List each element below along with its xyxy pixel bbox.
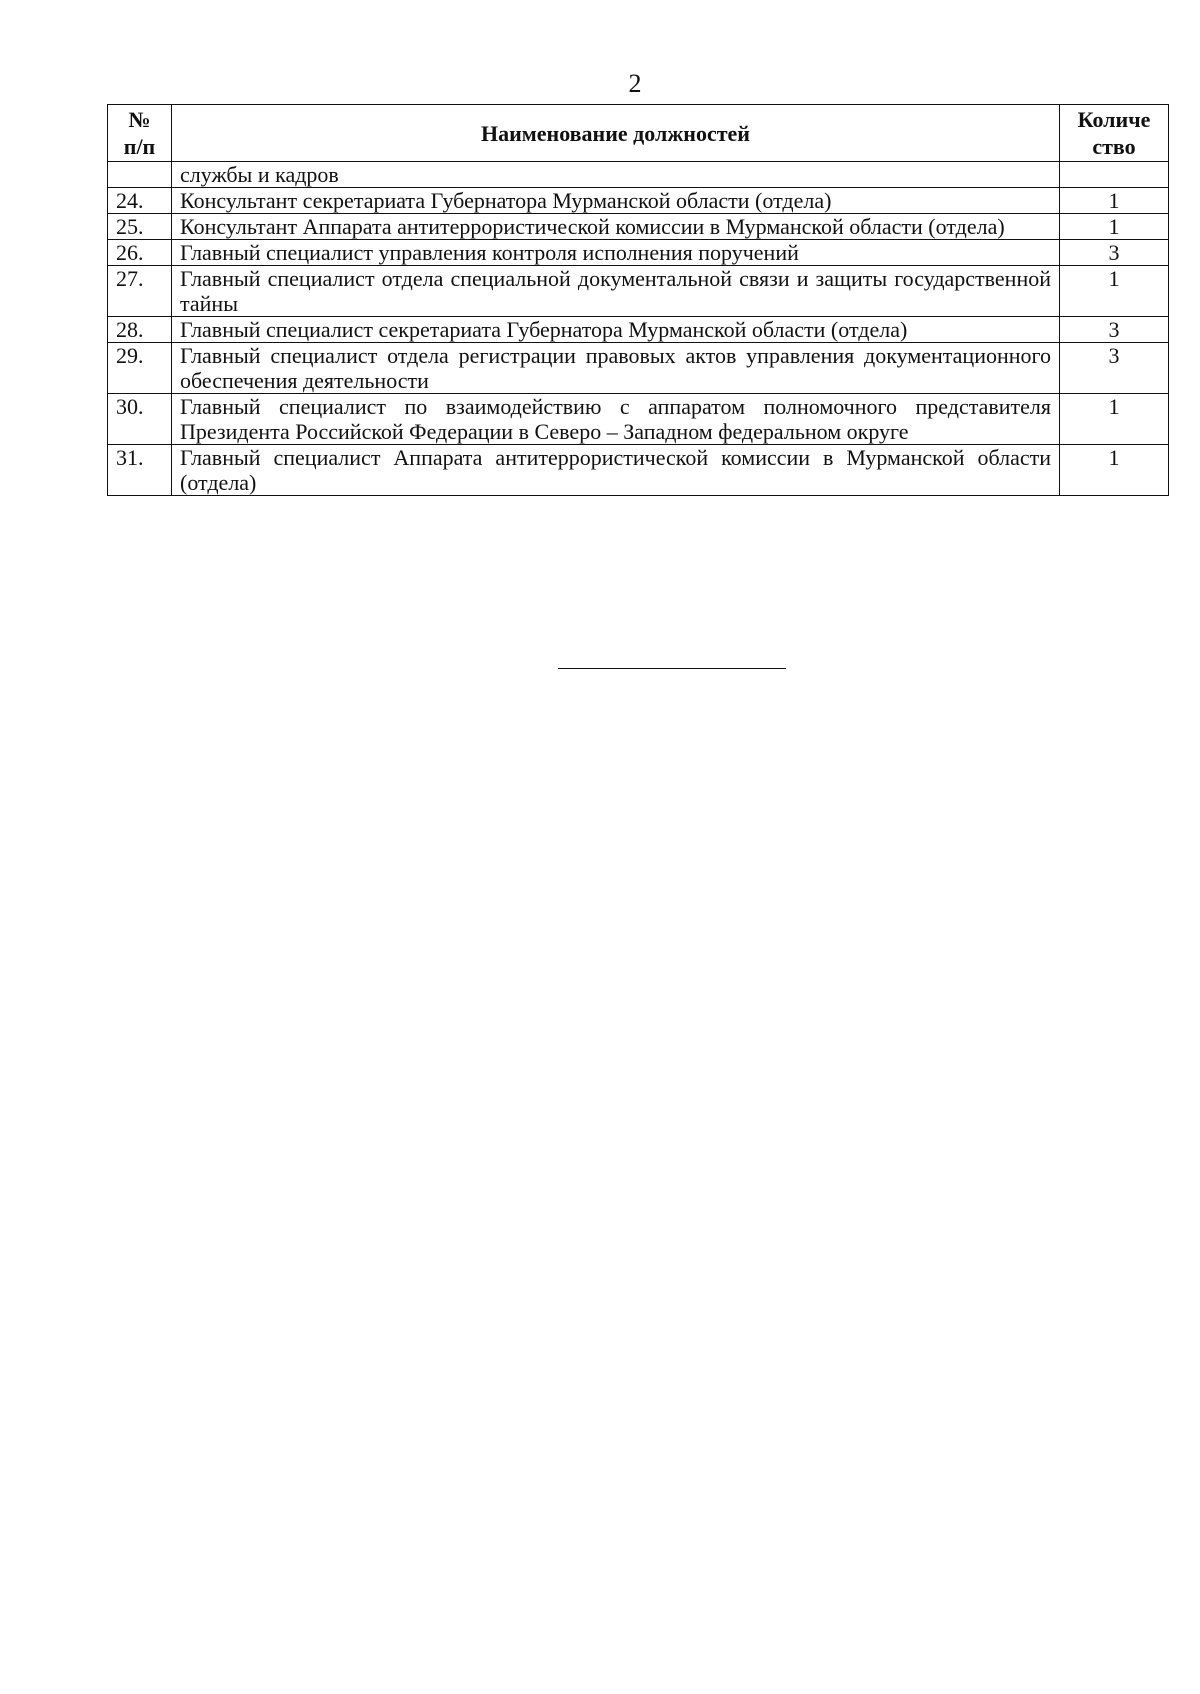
table-row — [108, 343, 1169, 394]
table-row — [108, 266, 1169, 317]
row-position-name: Главный специалист управления контроля исполнения поручений — [172, 240, 1060, 266]
table-row — [108, 317, 1169, 343]
table-row — [108, 162, 1169, 188]
row-position-name: Главный специалист отдела регистрации правовых актов управления документационного обеспечения деятельности — [172, 343, 1060, 394]
row-quantity: 1 — [1060, 445, 1169, 496]
row-position-name: Главный специалист по взаимодействию с аппаратом полномочного представителя Президента Российской Федерации в Северо – Западном федеральном округе — [172, 394, 1060, 445]
header-name: Наименование должностей — [172, 105, 1060, 162]
table-row — [108, 240, 1169, 266]
table-row — [108, 214, 1169, 240]
page-number: 2 — [628, 69, 642, 98]
row-position-name: Главный специалист секретариата Губернатора Мурманской области (отдела) — [172, 317, 1060, 343]
header-number: № п/п — [108, 105, 172, 162]
row-number: 27. — [108, 266, 172, 317]
positions-table — [107, 104, 1169, 496]
table-row — [108, 394, 1169, 445]
row-quantity: 1 — [1060, 214, 1169, 240]
row-number: 30. — [108, 394, 172, 445]
row-number: 28. — [108, 317, 172, 343]
row-quantity: 3 — [1060, 317, 1169, 343]
table-row — [108, 188, 1169, 214]
row-number: 29. — [108, 343, 172, 394]
row-quantity: 3 — [1060, 240, 1169, 266]
row-position-name: Консультант секретариата Губернатора Мурманской области (отдела) — [172, 188, 1060, 214]
row-number: 26. — [108, 240, 172, 266]
row-number: 24. — [108, 188, 172, 214]
table-row — [108, 445, 1169, 496]
end-of-document-rule — [558, 668, 786, 669]
row-quantity: 3 — [1060, 343, 1169, 394]
row-quantity — [1060, 162, 1169, 188]
row-quantity: 1 — [1060, 266, 1169, 317]
row-quantity: 1 — [1060, 188, 1169, 214]
row-position-name: службы и кадров — [172, 162, 1060, 188]
row-number: 25. — [108, 214, 172, 240]
row-position-name: Главный специалист Аппарата антитеррористической комиссии в Мурманской области (отдела) — [172, 445, 1060, 496]
row-number — [108, 162, 172, 188]
row-position-name: Консультант Аппарата антитеррористической комиссии в Мурманской области (отдела) — [172, 214, 1060, 240]
row-quantity: 1 — [1060, 394, 1169, 445]
header-quantity: Количе ство — [1060, 105, 1169, 162]
row-position-name: Главный специалист отдела специальной документальной связи и защиты государственной тайны — [172, 266, 1060, 317]
row-number: 31. — [108, 445, 172, 496]
table-header-row — [108, 105, 1169, 162]
